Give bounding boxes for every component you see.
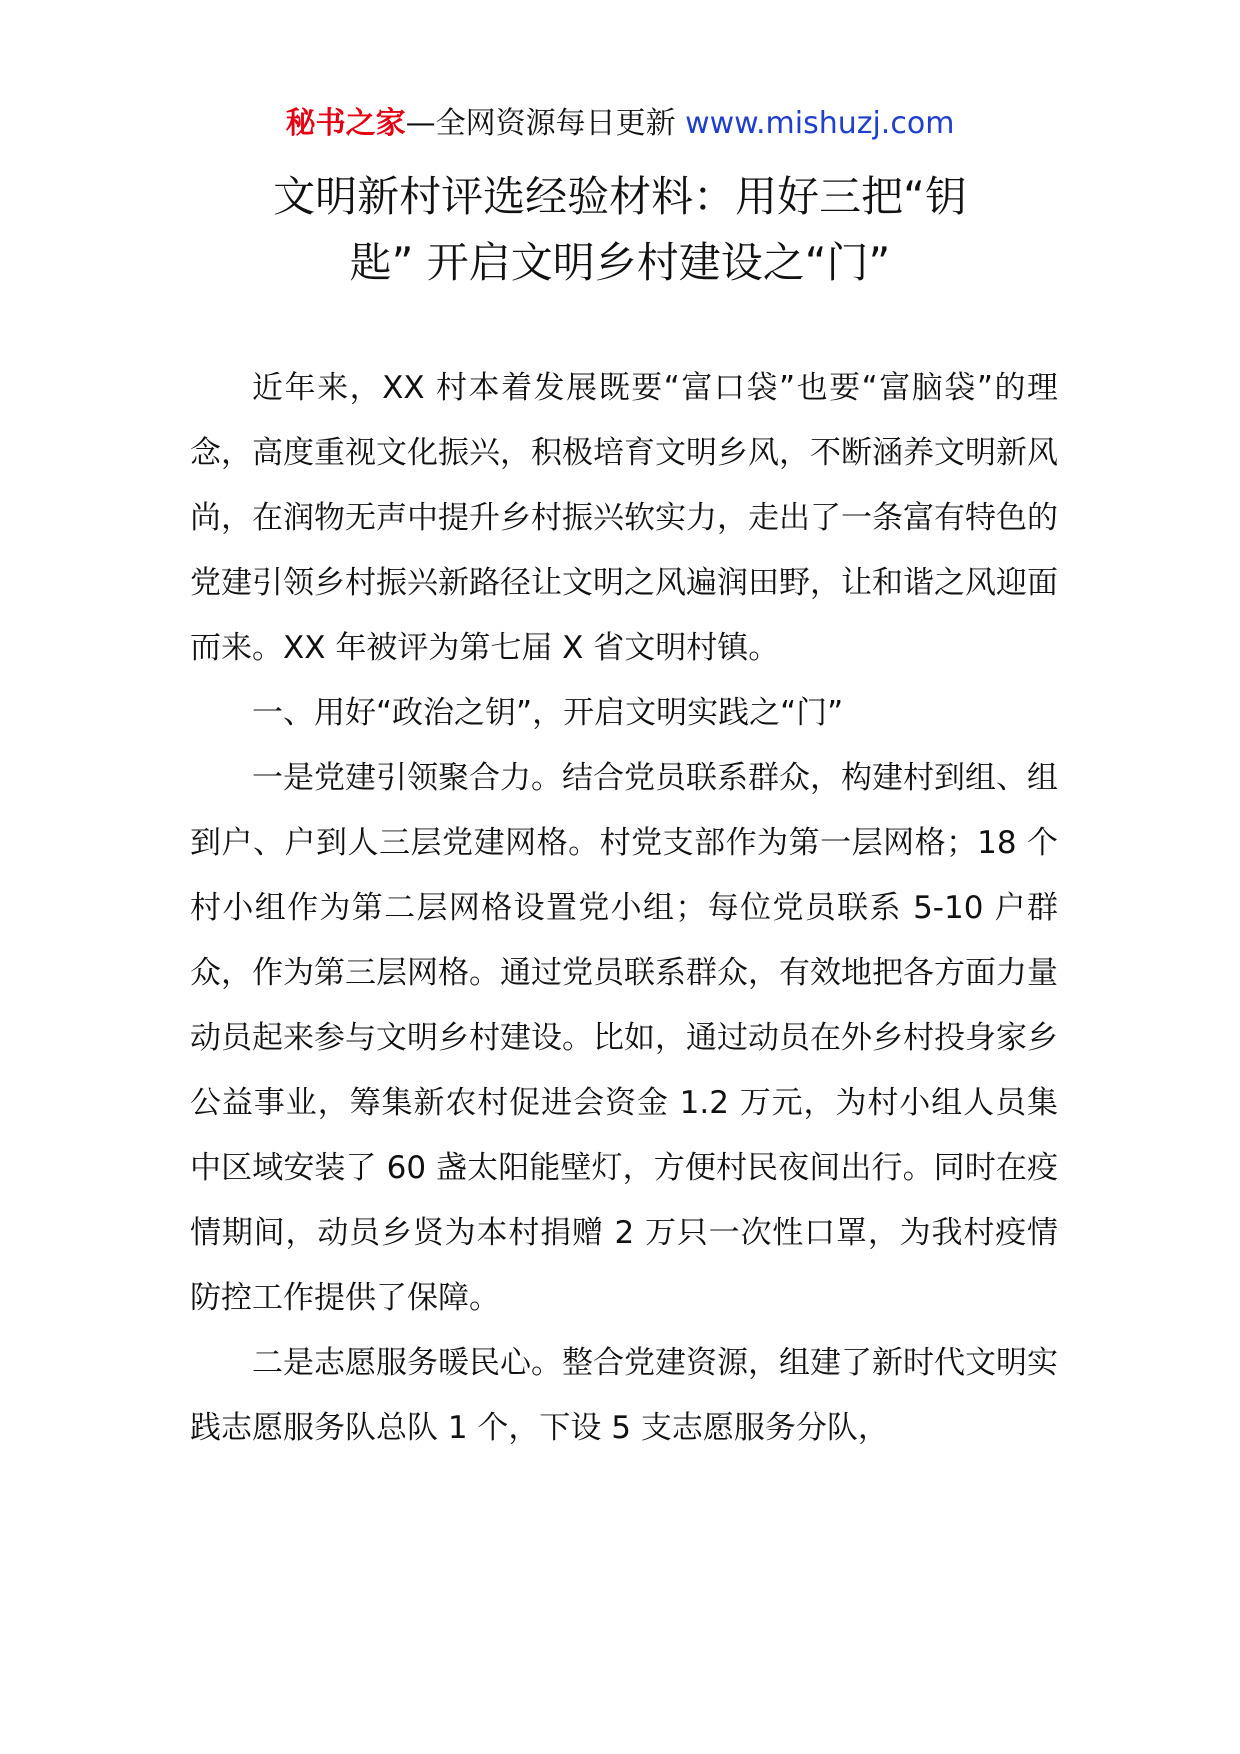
site-header xyxy=(0,102,1240,146)
paragraph-volunteer-service: 二是志愿服务暖民心。整合党建资源，组建了新时代文明实践志愿服务队总队 1 个，下设 5 支志愿服务分队， xyxy=(190,1345,1058,1446)
site-url-link[interactable]: www.mishuzj.com xyxy=(675,106,955,141)
brand-name: 秘书之家 xyxy=(285,106,406,141)
section-heading-1: 一、用好“政治之钥”，开启文明实践之“门” xyxy=(252,695,844,731)
paragraph-party-building: 一是党建引领聚合力。结合党员联系群众，构建村到组、组到户、户到人三层党建网格。村党支部作为第一层网格；18 个村小组作为第二层网格设置党小组；每位党员联系 5-10 户群众，作为第三层网格。通过党员联系群众，有效地把各方面力量动员起来参与文明乡村建设。比如，通过动员在外乡村投身家乡公益事业，筹集新农村促进会资金 1.2 万元，为村小组人员集中区域安装了 60 盏太阳能壁灯，方便村民夜间出行。同时在疫情期间，动员乡贤为本村捐赠 2 万只一次性口罩，为我村疫情防控工作提供了保障。 xyxy=(190,760,1058,1316)
title-line-2: 匙” 开启文明乡村建设之“门” xyxy=(349,238,891,287)
header-tagline: —全网资源每日更新 xyxy=(405,106,676,141)
document-body xyxy=(190,356,1058,1461)
title-line-1: 文明新村评选经验材料：用好三把“钥 xyxy=(273,172,967,221)
document-title xyxy=(180,164,1060,296)
paragraph-intro: 近年来，XX 村本着发展既要“富口袋”也要“富脑袋”的理念，高度重视文化振兴，积极培育文明乡风，不断涵养文明新风尚，在润物无声中提升乡村振兴软实力，走出了一条富有特色的党建引领乡村振兴新路径让文明之风遍润田野，让和谐之风迎面而来。XX 年被评为第七届 X 省文明村镇。 xyxy=(190,370,1058,666)
